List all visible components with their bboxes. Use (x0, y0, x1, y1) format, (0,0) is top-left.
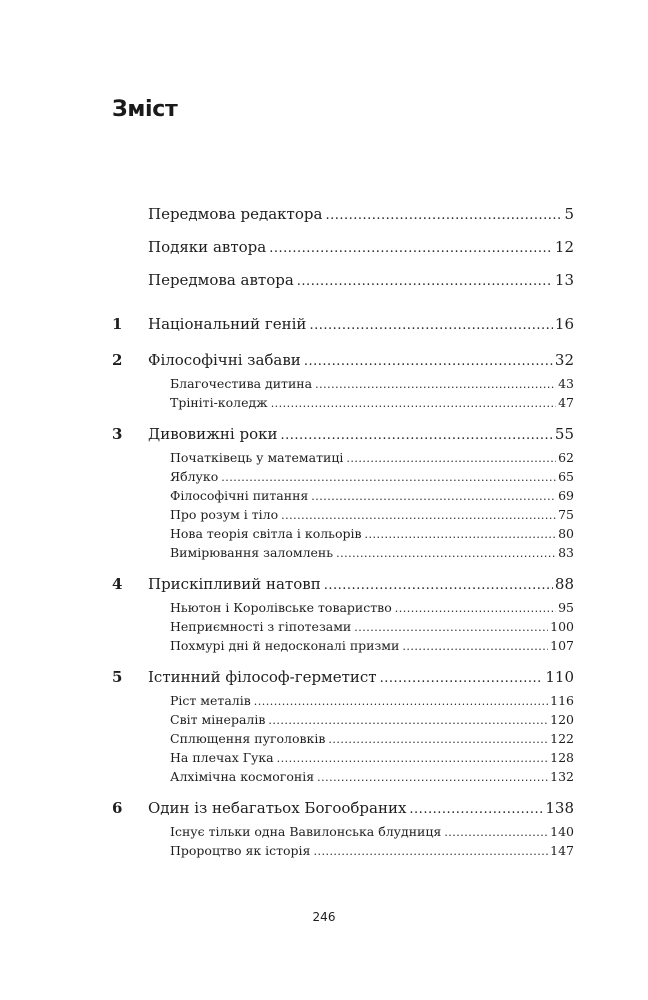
section-page: 128 (550, 750, 574, 765)
entry-title: Подяки автора (148, 238, 267, 256)
chapter-4 (112, 572, 574, 655)
leader-dots (281, 506, 556, 525)
leader-dots (380, 667, 544, 691)
leader-dots (444, 823, 548, 842)
section-page: 116 (550, 693, 574, 708)
section-title: Про розум і тіло (170, 507, 279, 522)
leader-dots (254, 692, 548, 711)
leader-dots (315, 375, 556, 394)
chapter-page: 55 (554, 425, 574, 443)
section-title: Похмурі дні й недосконалі призми (170, 638, 400, 653)
chapter-title: Національний геній (148, 315, 307, 333)
entry-page: 5 (564, 205, 574, 223)
section-title: Яблуко (170, 469, 219, 484)
section-title: Філософічні питання (170, 488, 309, 503)
chapter-title: Філософічні забави (148, 351, 301, 369)
section-entry[interactable] (170, 691, 574, 710)
chapter-page: 110 (545, 668, 574, 686)
leader-dots (325, 205, 562, 227)
leader-dots (365, 525, 557, 544)
section-entry[interactable] (170, 729, 574, 748)
section-title: На плечах Гука (170, 750, 274, 765)
section-page: 80 (558, 526, 574, 541)
section-title: Вимірювання заломлень (170, 545, 334, 560)
section-title: Благочестива дитина (170, 376, 313, 391)
chapter-number: 1 (112, 315, 123, 333)
section-page: 140 (550, 824, 574, 839)
section-entry[interactable] (170, 374, 574, 393)
section-title: Ньютон і Королівське товариство (170, 600, 392, 615)
leader-dots (395, 599, 556, 618)
leader-dots (324, 574, 553, 598)
leader-dots (221, 468, 556, 487)
chapter-5 (112, 665, 574, 786)
leader-dots (304, 350, 553, 374)
section-page: 120 (550, 712, 574, 727)
section-entry[interactable] (170, 710, 574, 729)
section-entry[interactable] (170, 505, 574, 524)
section-page: 69 (558, 488, 574, 503)
chapter-page: 16 (554, 315, 574, 333)
chapter-entry[interactable] (112, 572, 574, 598)
chapter-page: 88 (554, 575, 574, 593)
section-entry[interactable] (170, 448, 574, 467)
section-title: Неприємності з гіпотезами (170, 619, 352, 634)
leader-dots (309, 314, 552, 338)
chapter-number: 5 (112, 668, 123, 686)
front-matter (148, 203, 574, 302)
section-title: Сплющення пуголовків (170, 731, 326, 746)
leader-dots (409, 798, 543, 822)
leader-dots (346, 449, 556, 468)
toc-entry-front[interactable] (148, 203, 574, 236)
section-page: 132 (550, 769, 574, 784)
section-entry[interactable] (170, 543, 574, 562)
section-title: Нова теорія світла і кольорів (170, 526, 362, 541)
leader-dots (269, 238, 553, 260)
section-entry[interactable] (170, 524, 574, 543)
section-page: 65 (558, 469, 574, 484)
chapter-entry[interactable] (112, 312, 574, 338)
chapter-2 (112, 348, 574, 412)
entry-title: Передмова автора (148, 271, 294, 289)
chapter-number: 6 (112, 799, 123, 817)
section-entry[interactable] (170, 636, 574, 655)
section-entry[interactable] (170, 598, 574, 617)
page-title: Зміст (112, 97, 178, 122)
section-page: 83 (558, 545, 574, 560)
chapter-6 (112, 796, 574, 860)
leader-dots (277, 749, 549, 768)
section-title: Світ мінералів (170, 712, 266, 727)
leader-dots (402, 637, 548, 656)
chapter-3 (112, 422, 574, 562)
chapter-page: 138 (545, 799, 574, 817)
chapter-number: 3 (112, 425, 123, 443)
chapter-number: 2 (112, 351, 123, 369)
section-entry[interactable] (170, 393, 574, 412)
section-entry[interactable] (170, 467, 574, 486)
section-page: 75 (558, 507, 574, 522)
table-of-contents (112, 203, 574, 860)
section-page: 43 (558, 376, 574, 391)
leader-dots (336, 544, 556, 563)
page-number: 246 (312, 910, 336, 924)
section-title: Початківець у математиці (170, 450, 344, 465)
leader-dots (280, 424, 552, 448)
chapter-page: 32 (554, 351, 574, 369)
section-title: Алхімічна космогонія (170, 769, 315, 784)
chapter-title: Прискіпливий натовп (148, 575, 321, 593)
section-page: 107 (550, 638, 574, 653)
leader-dots (297, 271, 553, 293)
section-title: Ріст металів (170, 693, 251, 708)
chapter-title: Один із небагатьох Богообраних (148, 799, 407, 817)
chapter-entry[interactable] (112, 422, 574, 448)
section-entry[interactable] (170, 617, 574, 636)
toc-entry-front[interactable] (148, 269, 574, 302)
entry-page: 12 (554, 238, 574, 256)
leader-dots (271, 394, 556, 413)
section-title: Пророцтво як історія (170, 843, 311, 858)
section-page: 47 (558, 395, 574, 410)
chapter-title: Дивовижні роки (148, 425, 278, 443)
section-page: 95 (558, 600, 574, 615)
section-page: 122 (550, 731, 574, 746)
toc-entry-front[interactable] (148, 236, 574, 269)
section-entry[interactable] (170, 841, 574, 860)
chapter-entry[interactable] (112, 796, 574, 822)
chapter-title: Істинний філософ-герметист (148, 668, 377, 686)
leader-dots (268, 711, 548, 730)
chapter-entry[interactable] (112, 665, 574, 691)
section-entry[interactable] (170, 486, 574, 505)
leader-dots (317, 768, 548, 787)
chapter-number: 4 (112, 575, 123, 593)
section-page: 100 (550, 619, 574, 634)
section-entry[interactable] (170, 767, 574, 786)
leader-dots (328, 730, 548, 749)
section-entry[interactable] (170, 822, 574, 841)
chapter-entry[interactable] (112, 348, 574, 374)
leader-dots (311, 487, 556, 506)
section-title: Трініті-коледж (170, 395, 268, 410)
leader-dots (313, 842, 548, 861)
entry-title: Передмова редактора (148, 205, 323, 223)
section-entry[interactable] (170, 748, 574, 767)
leader-dots (354, 618, 548, 637)
entry-page: 13 (554, 271, 574, 289)
section-page: 147 (550, 843, 574, 858)
section-title: Існує тільки одна Вавилонська блудниця (170, 824, 442, 839)
section-page: 62 (558, 450, 574, 465)
chapter-1 (112, 312, 574, 338)
